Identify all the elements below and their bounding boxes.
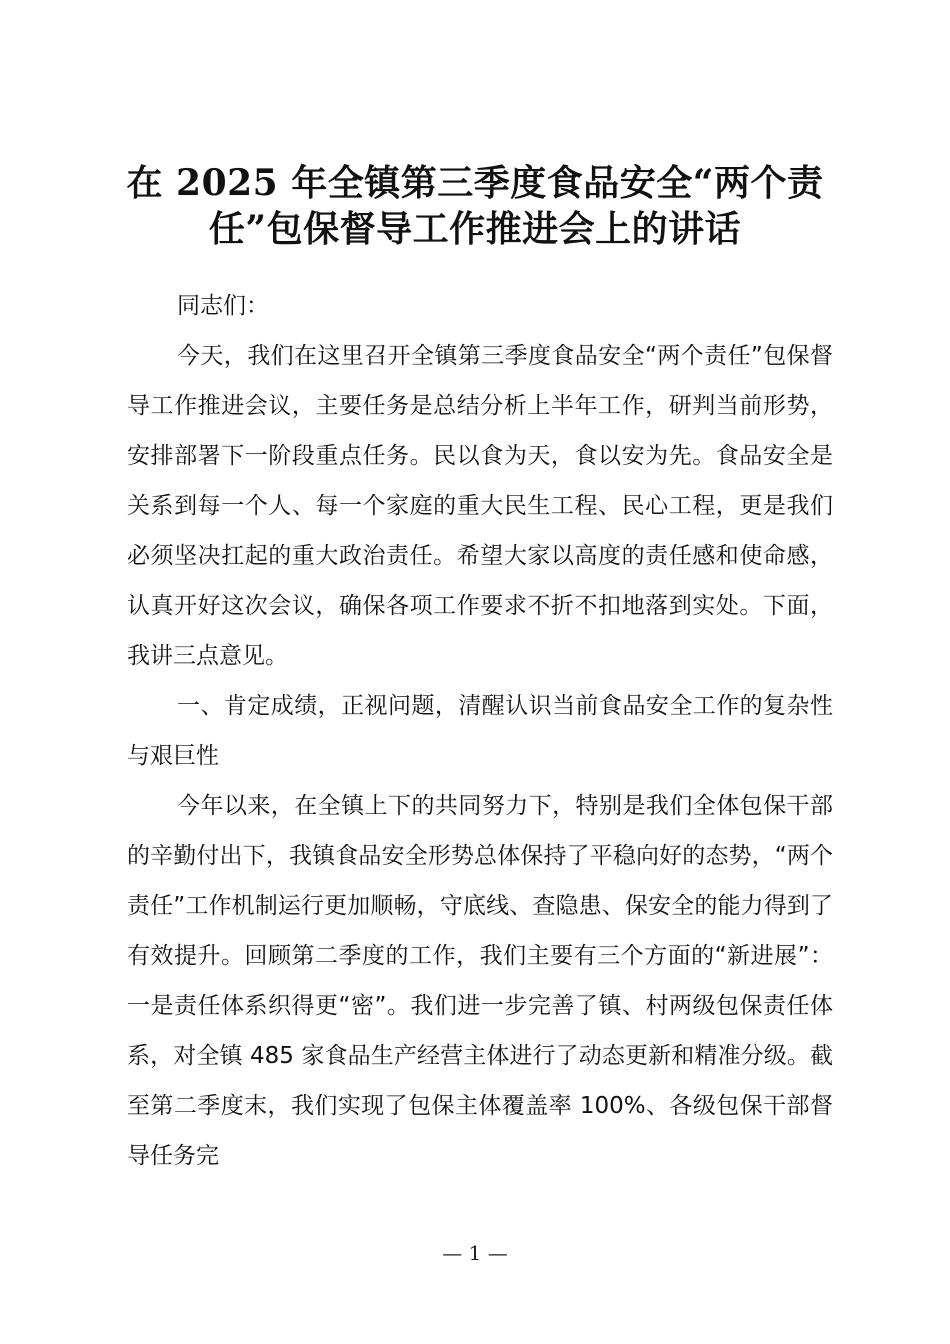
section-heading-one: 一、肯定成绩，正视问题，清醒认识当前食品安全工作的复杂性与艰巨性 [127, 693, 833, 769]
paragraph-opening: 今天，我们在这里召开全镇第三季度食品安全“两个责任”包保督导工作推进会议，主要任务是总结分析上半年工作，研判当前形势，安排部署下一阶段重点任务。民以食为天，食以安为先。食品安全是关系到每一个人、每一个家庭的重大民生工程、民心工程，更是我们必须坚决扛起的重大政治责任。希望大家以高度的责任感和使命感，认真开好这次会议，确保各项工作要求不折不扣地落到实处。下面，我讲三点意见。 [127, 343, 833, 669]
page-number: — 1 — [442, 1241, 508, 1265]
paragraph-achievements: 今年以来，在全镇上下的共同努力下，特别是我们全体包保干部的辛勤付出下，我镇食品安全形势总体保持了平稳向好的态势，“两个责任”工作机制运行更加顺畅，守底线、查隐患、保安全的能力得到了有效提升。回顾第二季度的工作，我们主要有三个方面的“新进展”：一是责任体系织得更“密”。我们进一步完善了镇、村两级包保责任体系，对全镇 485 家食品生产经营主体进行了动态更新和精准分级。截至第二季度末，我们实现了包保主体覆盖率 100%、各级包保干部督导任务完 [127, 793, 833, 1169]
document-title: 在 2025 年全镇第三季度食品安全“两个责任”包保督导工作推进会上的讲话 [126, 162, 824, 250]
document-body [127, 281, 833, 1181]
salutation: 同志们： [177, 293, 269, 319]
